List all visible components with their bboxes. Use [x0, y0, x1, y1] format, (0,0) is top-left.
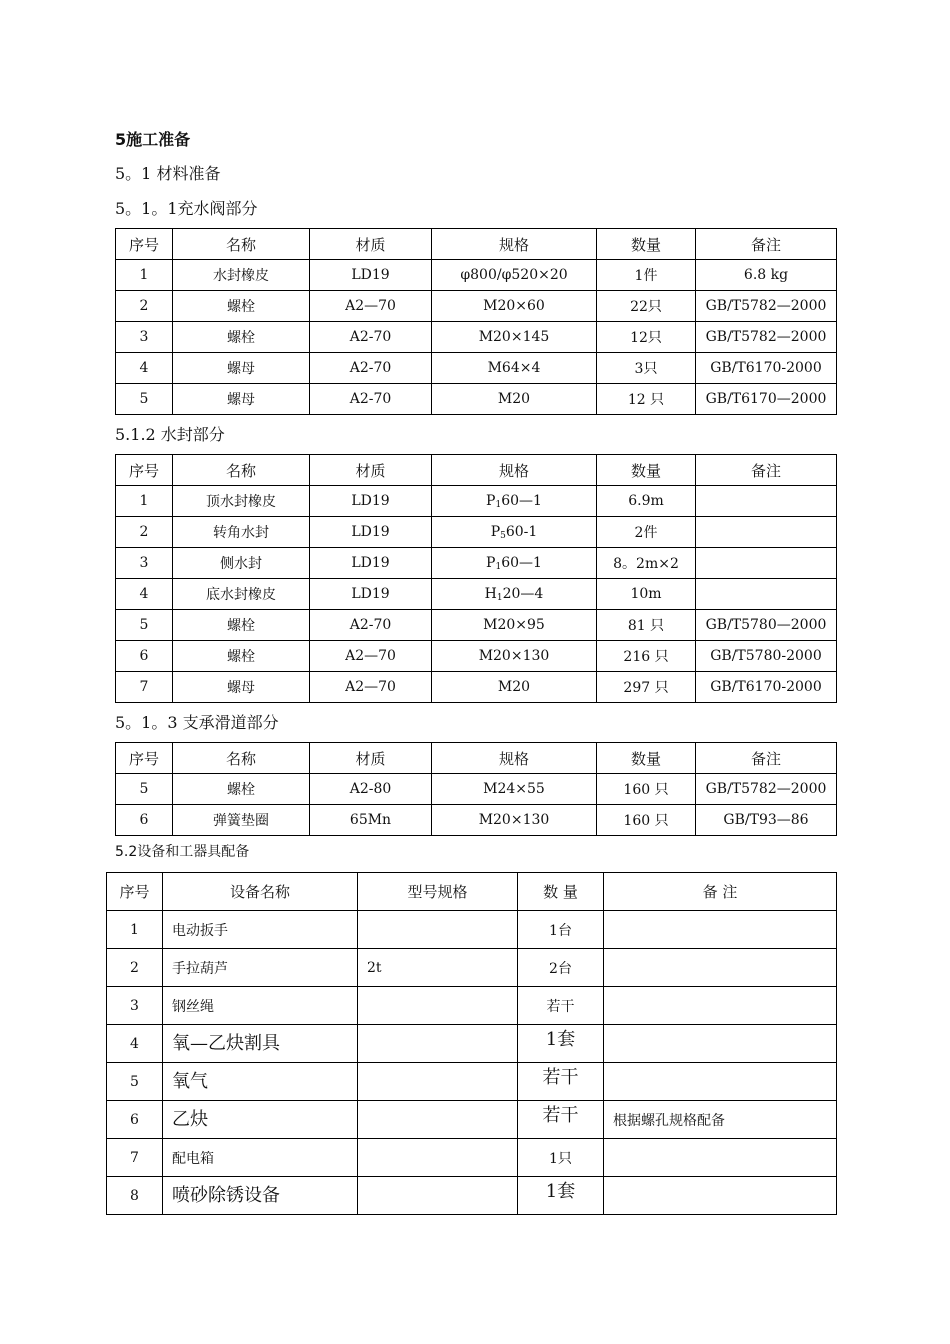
table-row: [107, 949, 837, 987]
cell: GB/T6170-2000: [696, 353, 837, 384]
cell: [358, 1139, 518, 1177]
cell: GB/T5780-2000: [696, 641, 837, 672]
cell: 螺栓: [173, 774, 310, 805]
header-cell: 规格: [432, 229, 597, 260]
cell: 螺母: [173, 672, 310, 703]
cell: M20×130: [432, 805, 597, 836]
cell: 3: [107, 987, 163, 1025]
cell: 底水封橡皮: [173, 579, 310, 610]
cell: M20×145: [432, 322, 597, 353]
cell: GB/T5780—2000: [696, 610, 837, 641]
cell: 7: [107, 1139, 163, 1177]
cell: $P_560-1$: [432, 517, 597, 548]
cell: 水封橡皮: [173, 260, 310, 291]
table-header-row: [116, 455, 837, 486]
cell: 12 只: [597, 384, 696, 415]
cell: 10m: [597, 579, 696, 610]
cell: LD19: [310, 548, 432, 579]
cell: [696, 579, 837, 610]
cell: 8。2m×2: [597, 548, 696, 579]
cell: [604, 1063, 837, 1101]
cell: M20: [432, 384, 597, 415]
cell: 1: [107, 911, 163, 949]
cell: M24×55: [432, 774, 597, 805]
cell: 8: [107, 1177, 163, 1215]
header-cell: 数量: [597, 743, 696, 774]
cell: 手拉葫芦: [163, 949, 358, 987]
cell: 喷砂除锈设备: [163, 1177, 358, 1215]
cell: 3: [116, 322, 173, 353]
header-cell: 型号规格: [358, 873, 518, 911]
cell: 160 只: [597, 805, 696, 836]
cell: [358, 1063, 518, 1101]
cell: 6: [116, 641, 173, 672]
header-cell: 数 量: [518, 873, 604, 911]
header-cell: 序号: [116, 455, 173, 486]
header-cell: 名称: [173, 455, 310, 486]
table-header-row: [107, 873, 837, 911]
cell: 12只: [597, 322, 696, 353]
heading-equipment: 5.2设备和工器具配备: [115, 844, 250, 860]
header-cell: 名称: [173, 229, 310, 260]
cell: M20×130: [432, 641, 597, 672]
cell: 4: [116, 579, 173, 610]
table-row: [116, 548, 837, 579]
cell: A2-70: [310, 353, 432, 384]
cell: 2t: [358, 949, 518, 987]
table-row: [107, 1177, 837, 1215]
cell: 1: [116, 260, 173, 291]
table-row: [116, 672, 837, 703]
cell: [358, 911, 518, 949]
cell: 螺母: [173, 384, 310, 415]
table-row: [116, 384, 837, 415]
cell: 6.8 kg: [696, 260, 837, 291]
cell: 若干: [518, 1063, 604, 1101]
header-cell: 备 注: [604, 873, 837, 911]
cell: 顶水封橡皮: [173, 486, 310, 517]
cell: 81 只: [597, 610, 696, 641]
water-seal-materials-table: [115, 454, 837, 703]
cell: 6: [116, 805, 173, 836]
cell: 1套: [518, 1177, 604, 1215]
cell: 钢丝绳: [163, 987, 358, 1025]
table-row: [107, 911, 837, 949]
cell: 65Mn: [310, 805, 432, 836]
table-row: [116, 641, 837, 672]
header-cell: 设备名称: [163, 873, 358, 911]
cell: A2-70: [310, 610, 432, 641]
cell: 3只: [597, 353, 696, 384]
table-row: [107, 1025, 837, 1063]
cell: 转角水封: [173, 517, 310, 548]
cell: GB/T6170-2000: [696, 672, 837, 703]
cell: A2—70: [310, 641, 432, 672]
header-cell: 材质: [310, 743, 432, 774]
cell: 螺栓: [173, 322, 310, 353]
table-row: [116, 486, 837, 517]
cell: 电动扳手: [163, 911, 358, 949]
table-row: [116, 805, 837, 836]
header-cell: 备注: [696, 229, 837, 260]
header-cell: 备注: [696, 455, 837, 486]
cell: $H_120—4$: [432, 579, 597, 610]
cell: [604, 1177, 837, 1215]
cell: 5: [116, 774, 173, 805]
cell: A2-70: [310, 322, 432, 353]
table-row: [116, 579, 837, 610]
cell: 乙炔: [163, 1101, 358, 1139]
cell: [696, 548, 837, 579]
header-cell: 序号: [107, 873, 163, 911]
cell: [696, 517, 837, 548]
cell: 1: [116, 486, 173, 517]
cell: GB/T6170—2000: [696, 384, 837, 415]
cell: 2: [116, 517, 173, 548]
cell: 螺栓: [173, 610, 310, 641]
table-row: [116, 260, 837, 291]
cell: 2: [116, 291, 173, 322]
cell: 1件: [597, 260, 696, 291]
cell: [358, 1177, 518, 1215]
cell: [358, 987, 518, 1025]
cell: LD19: [310, 579, 432, 610]
cell: 7: [116, 672, 173, 703]
table-row: [107, 987, 837, 1025]
cell: 螺母: [173, 353, 310, 384]
cell: 根据螺孔规格配备: [604, 1101, 837, 1139]
table-row: [116, 774, 837, 805]
cell: 螺栓: [173, 641, 310, 672]
cell: M64×4: [432, 353, 597, 384]
cell: GB/T5782—2000: [696, 291, 837, 322]
heading-water-seal: 5.1.2 水封部分: [115, 425, 225, 444]
cell: A2—70: [310, 672, 432, 703]
cell: M20×95: [432, 610, 597, 641]
cell: [604, 949, 837, 987]
cell: 4: [107, 1025, 163, 1063]
header-cell: 序号: [116, 229, 173, 260]
cell: 配电箱: [163, 1139, 358, 1177]
cell: $P_160—1$: [432, 486, 597, 517]
cell: [696, 486, 837, 517]
cell: 6: [107, 1101, 163, 1139]
heading-material-prep: 5。1 材料准备: [115, 164, 221, 183]
cell: [358, 1101, 518, 1139]
cell: 若干: [518, 987, 604, 1025]
cell: LD19: [310, 517, 432, 548]
table-row: [107, 1101, 837, 1139]
header-cell: 材质: [310, 455, 432, 486]
cell: 1套: [518, 1025, 604, 1063]
cell: GB/T93—86: [696, 805, 837, 836]
heading-construction-prep: 5施工准备: [115, 130, 191, 149]
header-cell: 数量: [597, 229, 696, 260]
table-row: [116, 517, 837, 548]
cell: 1台: [518, 911, 604, 949]
table-row: [116, 322, 837, 353]
cell: 22只: [597, 291, 696, 322]
cell: M20: [432, 672, 597, 703]
cell: 3: [116, 548, 173, 579]
cell: 216 只: [597, 641, 696, 672]
cell: 螺栓: [173, 291, 310, 322]
heading-fill-valve: 5。1。1充水阀部分: [115, 199, 258, 218]
header-cell: 备注: [696, 743, 837, 774]
cell: 297 只: [597, 672, 696, 703]
cell: A2—70: [310, 291, 432, 322]
cell: 5: [116, 610, 173, 641]
table-row: [116, 353, 837, 384]
table-header-row: [116, 743, 837, 774]
cell: 6.9m: [597, 486, 696, 517]
cell: LD19: [310, 260, 432, 291]
cell: [358, 1025, 518, 1063]
header-cell: 数量: [597, 455, 696, 486]
cell: [604, 1025, 837, 1063]
cell: GB/T5782—2000: [696, 774, 837, 805]
header-cell: 名称: [173, 743, 310, 774]
cell: 氧气: [163, 1063, 358, 1101]
cell: 1只: [518, 1139, 604, 1177]
cell: 4: [116, 353, 173, 384]
header-cell: 规格: [432, 455, 597, 486]
cell: GB/T5782—2000: [696, 322, 837, 353]
cell: φ800/φ520×20: [432, 260, 597, 291]
table-header-row: [116, 229, 837, 260]
table-row: [107, 1139, 837, 1177]
cell: 2台: [518, 949, 604, 987]
cell: 2: [107, 949, 163, 987]
cell: M20×60: [432, 291, 597, 322]
cell: 2件: [597, 517, 696, 548]
header-cell: 规格: [432, 743, 597, 774]
support-slide-materials-table: [115, 742, 837, 836]
cell: [604, 987, 837, 1025]
cell: 5: [107, 1063, 163, 1101]
cell: 氧—乙炔割具: [163, 1025, 358, 1063]
fill-valve-materials-table: [115, 228, 837, 415]
header-cell: 材质: [310, 229, 432, 260]
cell: $P_160—1$: [432, 548, 597, 579]
cell: 160 只: [597, 774, 696, 805]
heading-support-slide: 5。1。3 支承滑道部分: [115, 713, 279, 732]
cell: A2-80: [310, 774, 432, 805]
cell: LD19: [310, 486, 432, 517]
equipment-table: [106, 872, 837, 1215]
cell: 侧水封: [173, 548, 310, 579]
header-cell: 序号: [116, 743, 173, 774]
table-row: [116, 291, 837, 322]
cell: 5: [116, 384, 173, 415]
table-row: [107, 1063, 837, 1101]
table-row: [116, 610, 837, 641]
cell: [604, 1139, 837, 1177]
cell: [604, 911, 837, 949]
cell: 弹簧垫圈: [173, 805, 310, 836]
cell: 若干: [518, 1101, 604, 1139]
cell: A2-70: [310, 384, 432, 415]
